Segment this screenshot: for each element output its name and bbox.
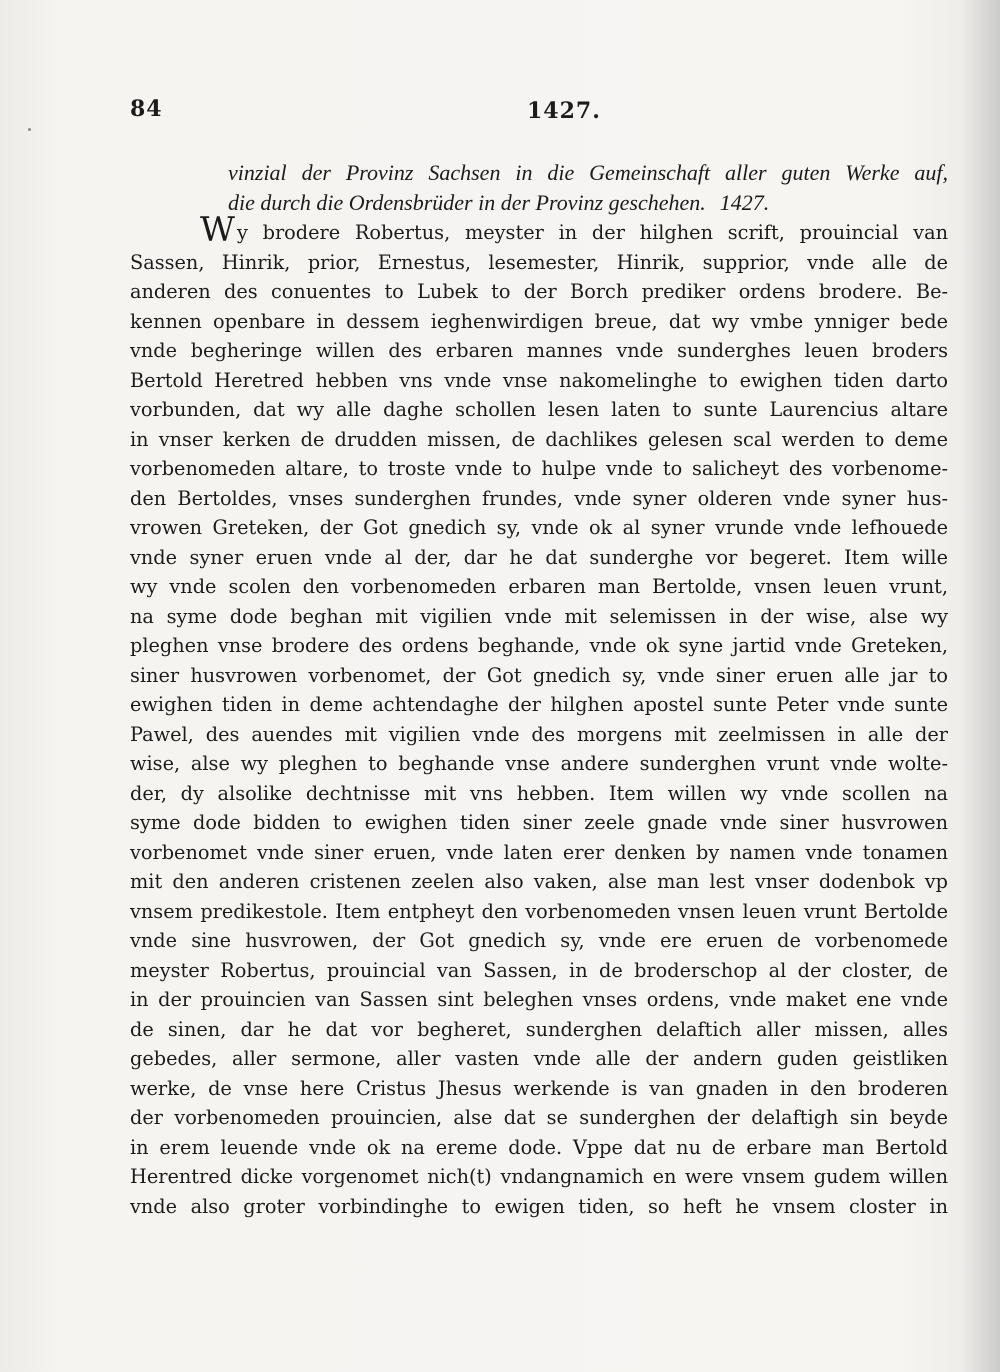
body-line: vorbenomet vnde siner eruen, vnde laten erer denken by namen vnde tonamen bbox=[130, 840, 948, 864]
body-line: vorbenomeden altare, to troste vnde to hulpe vnde to salicheyt des vorbenome- bbox=[130, 457, 948, 480]
drop-cap: W bbox=[200, 210, 235, 250]
body-line: der, dy alsolike dechtnisse mit vns hebben. Item willen wy vnde scollen na bbox=[130, 781, 948, 805]
body-line: in vnser kerken de drudden missen, de dachlikes gelesen scal werden to deme bbox=[130, 427, 948, 451]
body-line: der vorbenomeden prouincien, alse dat se sunderghen der delaftigh sin beyde bbox=[130, 1106, 948, 1129]
body-line: werke, de vnse here Cristus Jhesus werkende is van gnaden in den broderen bbox=[130, 1076, 948, 1100]
body-line: siner husvrowen vorbenomet, der Got gnedich sy, vnde siner eruen alle jar to bbox=[130, 663, 948, 687]
body-line: wy vnde scolen den vorbenomeden erbaren man Bertolde, vnsen leuen vrunt, bbox=[130, 575, 948, 598]
body-line: vnde sine husvrowen, der Got gnedich sy, vnde ere eruen de vorbenomede bbox=[130, 929, 948, 952]
body-line-1-text: y brodere Robertus, meyster in der hilghen scrift, prouincial van bbox=[236, 221, 948, 244]
margin-speck bbox=[28, 128, 31, 131]
page-number: 84 bbox=[130, 96, 163, 122]
body-line: meyster Robertus, prouincial van Sassen, in de broderschop al der closter, de bbox=[130, 958, 948, 982]
body-line: vrowen Greteken, der Got gnedich sy, vnde ok al syner vrunde vnde lefhouede bbox=[130, 516, 948, 539]
body-line: vnde also groter vorbindinghe to ewigen tiden, so heft he vnsem closter in bbox=[130, 1194, 948, 1218]
body-line: gebedes, aller sermone, aller vasten vnde alle der andern guden geistliken bbox=[130, 1047, 948, 1070]
body-line: vorbunden, dat wy alle daghe schollen lesen laten to sunte Laurencius altare bbox=[130, 398, 948, 421]
body-line: Sassen, Hinrik, prior, Ernestus, lesemester, Hinrik, supprior, vnde alle de bbox=[130, 250, 948, 274]
body-line: mit den anderen cristenen zeelen also vaken, alse man lest vnser dodenbok vp bbox=[130, 870, 948, 893]
body-line: anderen des conuentes to Lubek to der Borch prediker ordens brodere. Be- bbox=[130, 280, 948, 303]
body-line: den Bertoldes, vnses sunderghen frundes, vnde syner olderen vnde syner hus- bbox=[130, 486, 948, 510]
running-head-year: 1427. bbox=[527, 98, 601, 124]
summary-year: 1427. bbox=[719, 190, 770, 215]
body-line-1 bbox=[130, 210, 948, 250]
body-line: in der prouincien van Sassen sint beleghen vnses ordens, vnde maket ene vnde bbox=[130, 988, 948, 1011]
body-line: Pawel, des auendes mit vigilien vnde des morgens mit zeelmissen in alle der bbox=[130, 722, 948, 746]
body-line: de sinen, dar he dat vor begheret, sunderghen delaftich aller missen, alles bbox=[130, 1017, 948, 1041]
body-line: kennen openbare in dessem ieghenwirdigen breue, dat wy vmbe ynniger bede bbox=[130, 309, 948, 333]
body-line: Herentred dicke vorgenomet nich(t) vndangnamich en were vnsem gudem willen bbox=[130, 1165, 948, 1188]
body-line: vnsem predikestole. Item entpheyt den vorbenomeden vnsen leuen vrunt Bertolde bbox=[130, 899, 948, 923]
body-line: ewighen tiden in deme achtendaghe der hilghen apostel sunte Peter vnde sunte bbox=[130, 693, 948, 716]
body-line: pleghen vnse brodere des ordens beghande, vnde ok syne jartid vnde Greteken, bbox=[130, 634, 948, 657]
body-line: wise, alse wy pleghen to beghande vnse andere sunderghen vrunt vnde wolte- bbox=[130, 752, 948, 775]
body-line: in erem leuende vnde ok na ereme dode. Vppe dat nu de erbare man Bertold bbox=[130, 1135, 948, 1159]
page-edge-shadow bbox=[960, 0, 1000, 1372]
summary-line-2-text: die durch die Ordensbrüder in der Provinz geschehen. bbox=[228, 190, 706, 215]
document-body bbox=[130, 210, 948, 1221]
body-line: vnde syner eruen vnde al der, dar he dat sunderghe vor begeret. Item wille bbox=[130, 545, 948, 569]
body-line: syme dode bidden to ewighen tiden siner zeele gnade vnde siner husvrowen bbox=[130, 811, 948, 834]
summary-line-1: vinzial der Provinz Sachsen in die Gemeinschaft aller guten Werke auf, bbox=[228, 160, 948, 185]
document-summary bbox=[130, 158, 948, 218]
body-line: Bertold Heretred hebben vns vnde vnse nakomelinghe to ewighen tiden darto bbox=[130, 368, 948, 392]
summary-line-2 bbox=[130, 188, 948, 218]
body-line: na syme dode beghan mit vigilien vnde mit selemissen in der wise, alse wy bbox=[130, 604, 948, 628]
body-line: vnde begheringe willen des erbaren mannes vnde sunderghes leuen broders bbox=[130, 339, 948, 362]
